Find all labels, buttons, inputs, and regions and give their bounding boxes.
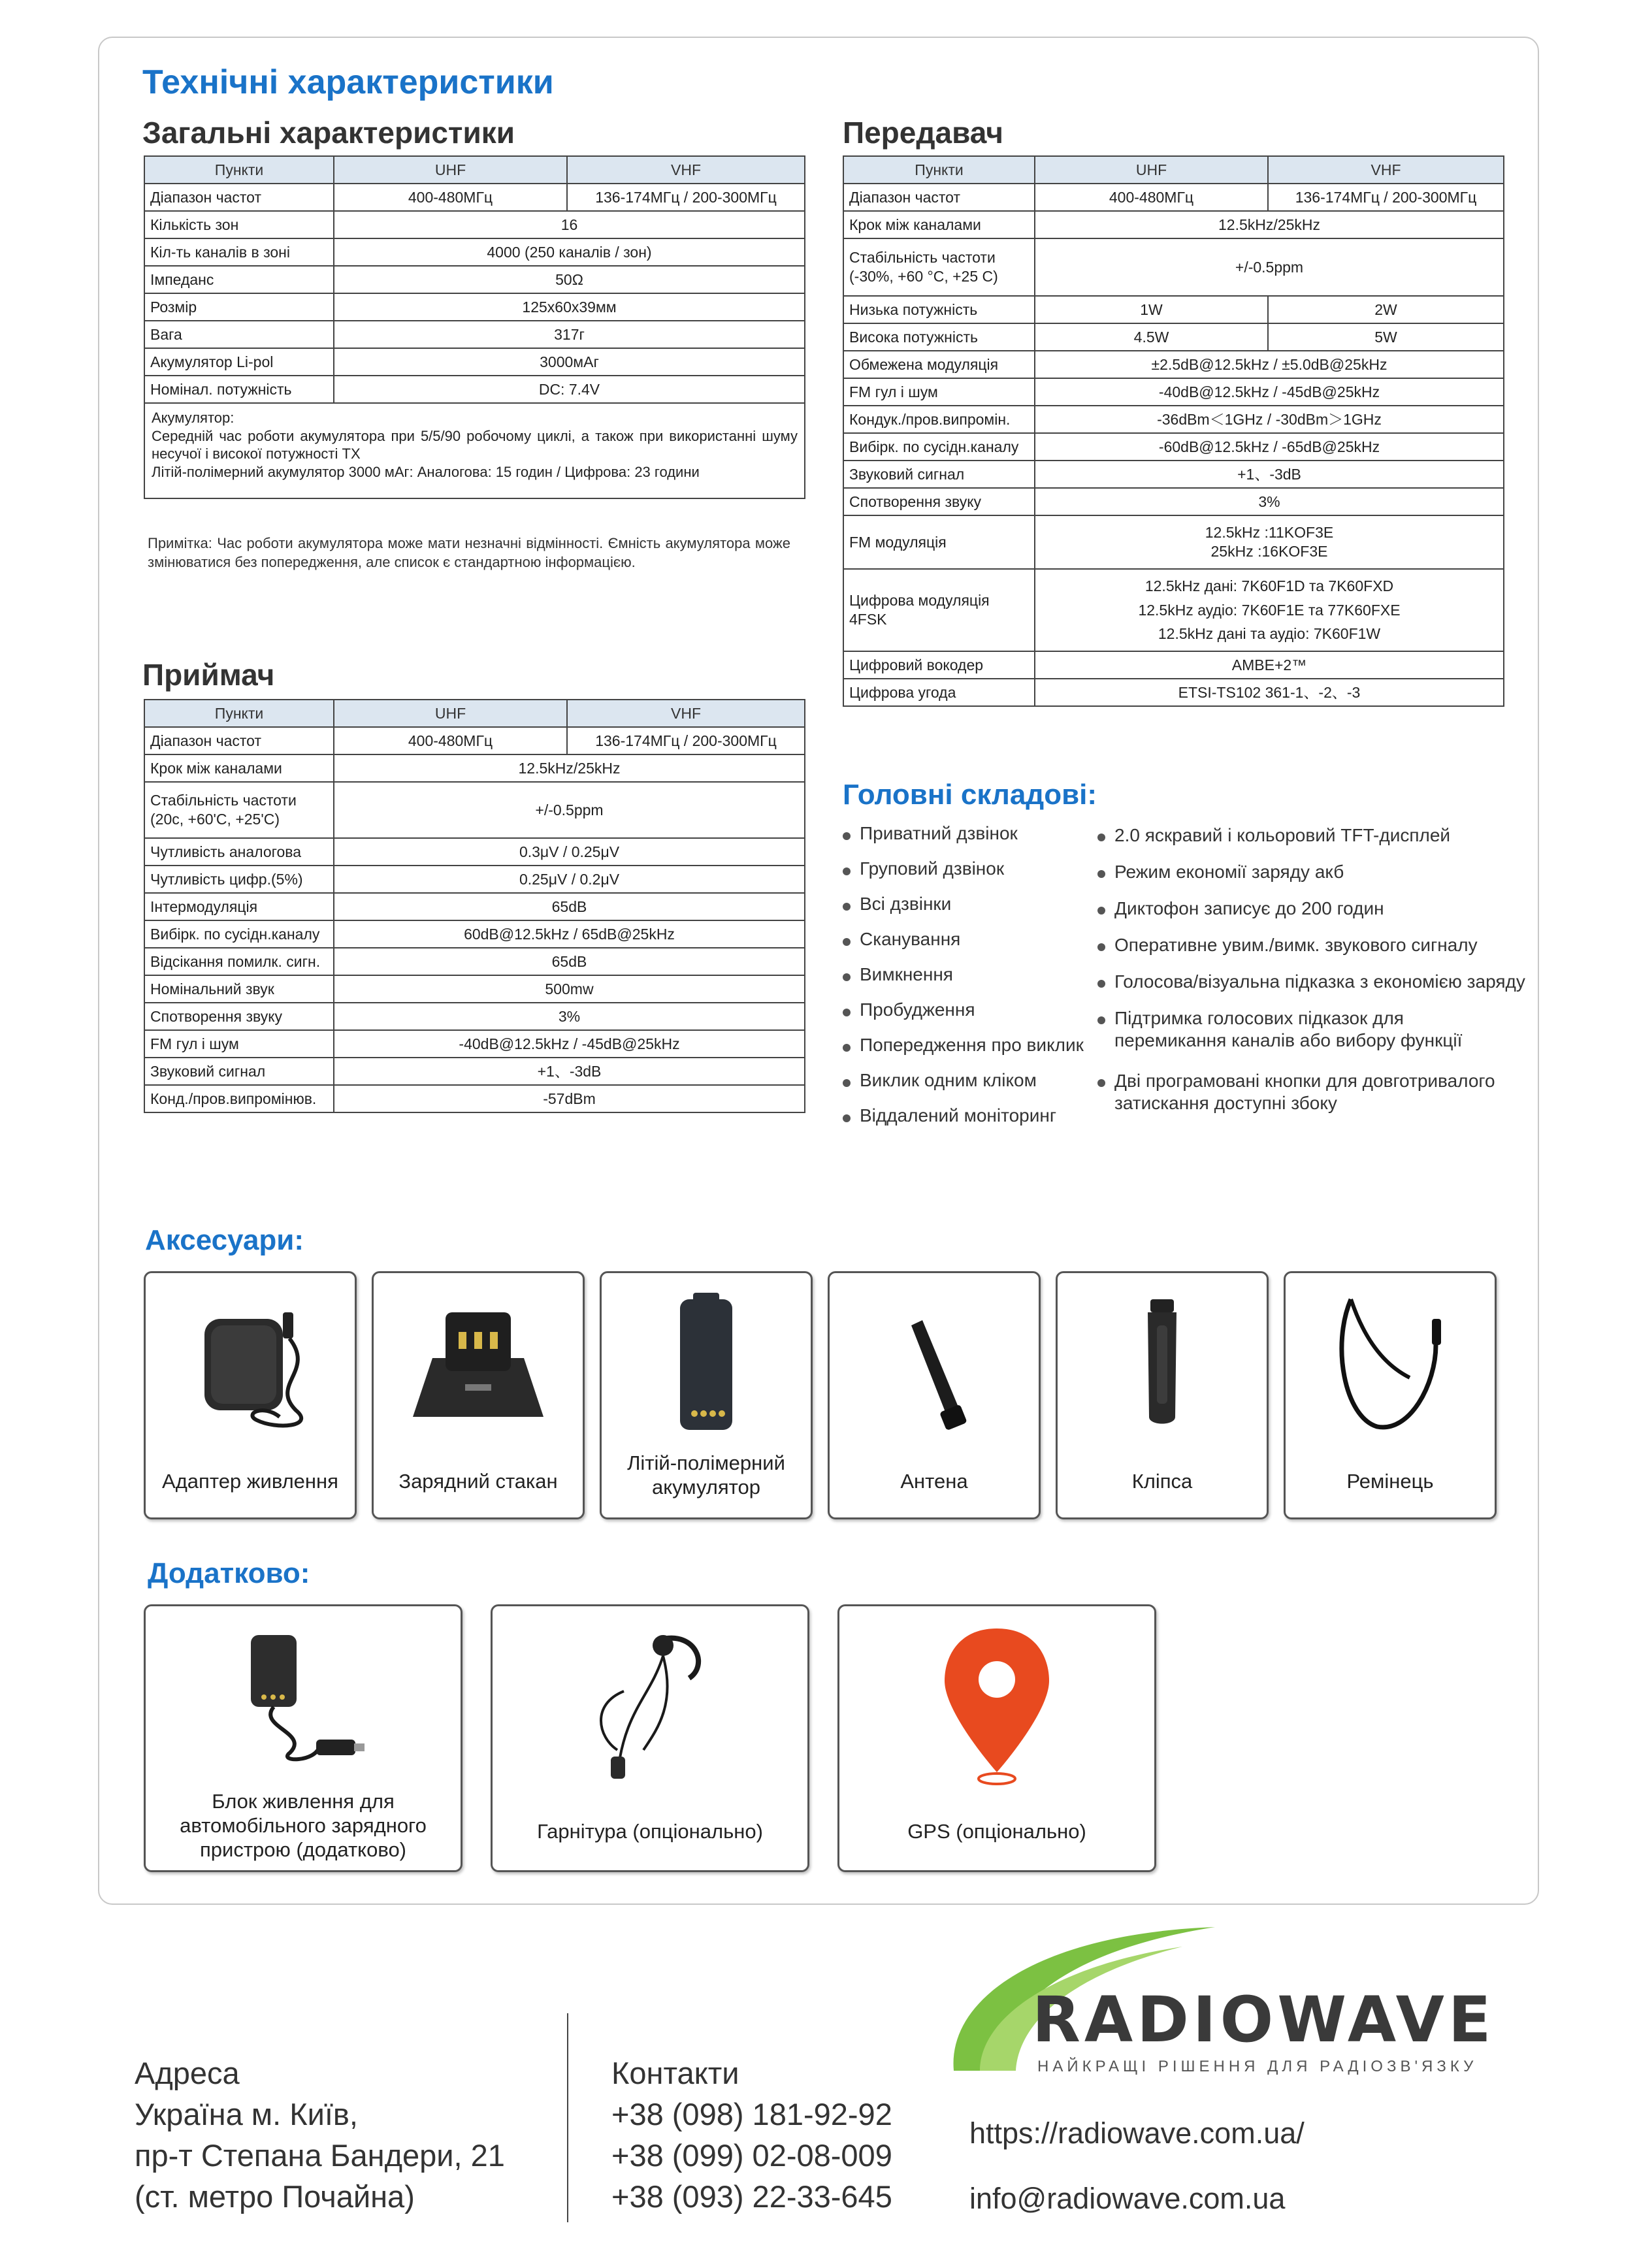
footer-divider xyxy=(567,2013,568,2222)
receiver-heading: Приймач xyxy=(142,658,275,692)
transmitter-heading: Передавач xyxy=(843,116,1003,150)
col-header-items: Пункти xyxy=(144,700,334,727)
table-row: Крок між каналами 12.5kHz/25kHz xyxy=(843,211,1504,238)
table-row: FM гул і шум -40dB@12.5kHz / -45dB@25kHz xyxy=(843,378,1504,406)
components-list-right xyxy=(1097,824,1548,1122)
accessory-label: Зарядний стакан xyxy=(398,1470,558,1493)
power-adapter-icon xyxy=(165,1286,335,1443)
charging-cradle-icon xyxy=(393,1286,563,1443)
table-row: Обмежена модуляція ±2.5dB@12.5kHz / ±5.0dB@25kHz xyxy=(843,351,1504,378)
transmitter-table xyxy=(843,155,1504,707)
contacts-block xyxy=(611,2052,892,2217)
table-row: Номінал. потужність DC: 7.4V xyxy=(144,376,805,403)
table-row: Вибірк. по сусідн.каналу -60dB@12.5kHz / -65dB@25kHz xyxy=(843,433,1504,461)
list-item: Сканування xyxy=(843,929,1104,964)
table-row: Номінальний звук 500mw xyxy=(144,975,805,1003)
table-row: Діапазон частот 400-480МГц 136-174МГц / 200-300МГц xyxy=(144,727,805,754)
table-row: Цифрова модуляція 4FSK 12.5kHz дані: 7K60F1D та 7K60FXD 12.5kHz аудіо: 7K60F1E та 77K60FXE 12.5kHz дані та аудіо: 7K60F1W xyxy=(843,569,1504,651)
list-item: Виклик одним кліком xyxy=(843,1070,1104,1105)
table-row: Чутливість цифр.(5%) 0.25μV / 0.2μV xyxy=(144,866,805,893)
phone-number[interactable]: +38 (099) 02-08-009 xyxy=(611,2138,892,2173)
address-line: пр-т Степана Бандери, 21 xyxy=(135,2138,505,2173)
car-charger-icon xyxy=(205,1622,401,1779)
table-row: Звуковий сигнал +1、-3dB xyxy=(144,1058,805,1085)
col-header-items: Пункти xyxy=(144,156,334,184)
list-item: Попередження про виклик xyxy=(843,1035,1104,1070)
table-row: Імпеданс 50Ω xyxy=(144,266,805,293)
table-row: Стабільність частоти (-30%, +60 °C, +25 C) +/-0.5ppm xyxy=(843,238,1504,296)
battery-pack-icon xyxy=(621,1286,791,1443)
extra-label: Гарнітура (опціонально) xyxy=(537,1820,763,1843)
col-header-items: Пункти xyxy=(843,156,1035,184)
table-row: Діапазон частот 400-480МГц 136-174МГц / 200-300МГц xyxy=(843,184,1504,211)
table-row: Конд./пров.випромінюв. -57dBm xyxy=(144,1085,805,1112)
list-item: Всі дзвінки xyxy=(843,894,1104,929)
accessory-card-power-adapter xyxy=(144,1271,357,1519)
extra-card-car-charger xyxy=(144,1604,462,1872)
components-heading: Головні складові: xyxy=(843,779,1097,811)
logo-tagline: НАЙКРАЩІ РІШЕННЯ ДЛЯ РАДІОЗВ'ЯЗКУ xyxy=(1037,2058,1478,2075)
accessories-heading: Аксесуари: xyxy=(145,1224,304,1256)
accessory-card-charging-cradle xyxy=(372,1271,585,1519)
table-row: Спотворення звуку 3% xyxy=(843,488,1504,515)
logo-text: RADIOWAVE xyxy=(1032,1983,1495,2056)
list-item: Пробудження xyxy=(843,999,1104,1035)
accessory-card-battery xyxy=(600,1271,813,1519)
col-header-vhf: VHF xyxy=(567,700,805,727)
table-row: Інтермодуляція 65dB xyxy=(144,893,805,920)
contacts-title: Контакти xyxy=(611,2056,739,2090)
list-item: Режим економії заряду акб xyxy=(1097,861,1548,898)
address-line: Україна м. Київ, xyxy=(135,2097,358,2131)
list-item: Віддалений моніторинг xyxy=(843,1105,1104,1141)
components-list-left xyxy=(843,823,1104,1141)
list-item: Груповий дзвінок xyxy=(843,858,1104,894)
phone-number[interactable]: +38 (093) 22-33-645 xyxy=(611,2179,892,2214)
table-row: Спотворення звуку 3% xyxy=(144,1003,805,1030)
radiowave-logo xyxy=(934,1920,1548,2077)
accessory-card-antenna xyxy=(828,1271,1041,1519)
table-row: Низька потужність 1W 2W xyxy=(843,296,1504,323)
battery-disclaimer: Примітка: Час роботи акумулятора може мати незначні відмінності. Ємність акумулятора може змінюватися без попередження, але список є стандартною інформацією. xyxy=(148,535,790,570)
extra-card-gps xyxy=(837,1604,1156,1872)
accessory-label: Кліпса xyxy=(1131,1470,1193,1493)
list-item: Дві програмовані кнопки для довготривалого затискання доступні збоку xyxy=(1097,1070,1559,1122)
list-item: 2.0 яскравий і кольоровий TFT-дисплей xyxy=(1097,824,1548,861)
battery-note-row xyxy=(144,403,805,498)
website-link[interactable]: https://radiowave.com.ua/ xyxy=(969,2116,1305,2150)
address-title: Адреса xyxy=(135,2056,240,2090)
lanyard-icon xyxy=(1305,1286,1475,1443)
list-item: Підтримка голосових підказок для перемикання каналів або вибору функції xyxy=(1097,1007,1506,1070)
receiver-table xyxy=(144,699,805,1113)
table-row: Звуковий сигнал +1、-3dB xyxy=(843,461,1504,488)
table-row: Висока потужність 4.5W 5W xyxy=(843,323,1504,351)
table-row: FM модуляція 12.5kHz :11KOF3E 25kHz :16KOF3E xyxy=(843,515,1504,569)
accessory-card-belt-clip xyxy=(1056,1271,1269,1519)
table-row: Стабільність частоти (20c, +60'C, +25'C) +/-0.5ppm xyxy=(144,782,805,838)
accessory-label: Ремінець xyxy=(1346,1470,1434,1493)
battery-note-text: Середній час роботи акумулятора при 5/5/90 робочому циклі, а також при використанні шуму несучої і високої потужності ТХ xyxy=(152,427,798,462)
list-item: Голосова/візуальна підказка з економією заряду xyxy=(1097,971,1548,1007)
gps-pin-icon xyxy=(932,1622,1062,1792)
page-title: Технічні характеристики xyxy=(142,63,554,101)
battery-note-title: Акумулятор: xyxy=(152,410,235,426)
address-block xyxy=(135,2052,505,2217)
table-row: Кондук./пров.випромін. -36dBm＜1GHz / -30dBm＞1GHz xyxy=(843,406,1504,433)
phone-number[interactable]: +38 (098) 181-92-92 xyxy=(611,2097,892,2131)
table-row: Цифрова угода ETSI-TS102 361-1、-2、-3 xyxy=(843,679,1504,706)
accessory-card-lanyard xyxy=(1284,1271,1497,1519)
headset-icon xyxy=(545,1619,755,1789)
table-row: Вибірк. по сусідн.каналу 60dB@12.5kHz / 65dB@25kHz xyxy=(144,920,805,948)
accessory-label: Літій-полімерний акумулятор xyxy=(627,1451,785,1499)
general-table xyxy=(144,155,805,499)
table-row: Розмір 125х60х39мм xyxy=(144,293,805,321)
address-line: (ст. метро Почайна) xyxy=(135,2179,415,2214)
table-row: Вага 317г xyxy=(144,321,805,348)
antenna-icon xyxy=(849,1286,1019,1443)
general-heading: Загальні характеристики xyxy=(142,116,515,150)
table-row: Акумулятор Li-pol 3000мАг xyxy=(144,348,805,376)
accessory-label: Адаптер живлення xyxy=(162,1470,338,1493)
table-row: Кіл-ть каналів в зоні 4000 (250 каналів / зон) xyxy=(144,238,805,266)
extras-heading: Додатково: xyxy=(148,1557,310,1589)
list-item: Вимкнення xyxy=(843,964,1104,999)
col-header-uhf: UHF xyxy=(334,156,567,184)
col-header-uhf: UHF xyxy=(1035,156,1268,184)
col-header-vhf: VHF xyxy=(567,156,805,184)
table-row: Крок між каналами 12.5kHz/25kHz xyxy=(144,754,805,782)
list-item: Приватний дзвінок xyxy=(843,823,1104,858)
col-header-uhf: UHF xyxy=(334,700,567,727)
belt-clip-icon xyxy=(1077,1286,1247,1443)
table-row: Відсікання помилк. сигн. 65dB xyxy=(144,948,805,975)
extra-label: Блок живлення для автомобільного зарядного пристрою (додатково) xyxy=(180,1790,427,1862)
battery-note-line: Літій-полімерний акумулятор 3000 мАг: Аналогова: 15 годин / Цифрова: 23 години xyxy=(152,463,700,480)
table-row: Кількість зон 16 xyxy=(144,211,805,238)
extra-card-headset xyxy=(491,1604,809,1872)
table-row: Чутливість аналогова 0.3μV / 0.25μV xyxy=(144,838,805,866)
table-row: FM гул і шум -40dB@12.5kHz / -45dB@25kHz xyxy=(144,1030,805,1058)
list-item: Диктофон записує до 200 годин xyxy=(1097,898,1548,934)
table-row: Цифровий вокодер AMBE+2™ xyxy=(843,651,1504,679)
col-header-vhf: VHF xyxy=(1268,156,1504,184)
accessory-label: Антена xyxy=(900,1470,968,1493)
list-item: Оперативне увим./вимк. звукового сигналу xyxy=(1097,934,1548,971)
extra-label: GPS (опціонально) xyxy=(907,1820,1086,1843)
table-row: Діапазон частот 400-480МГц 136-174МГц / 200-300МГц xyxy=(144,184,805,211)
email-link[interactable]: info@radiowave.com.ua xyxy=(969,2182,1286,2215)
